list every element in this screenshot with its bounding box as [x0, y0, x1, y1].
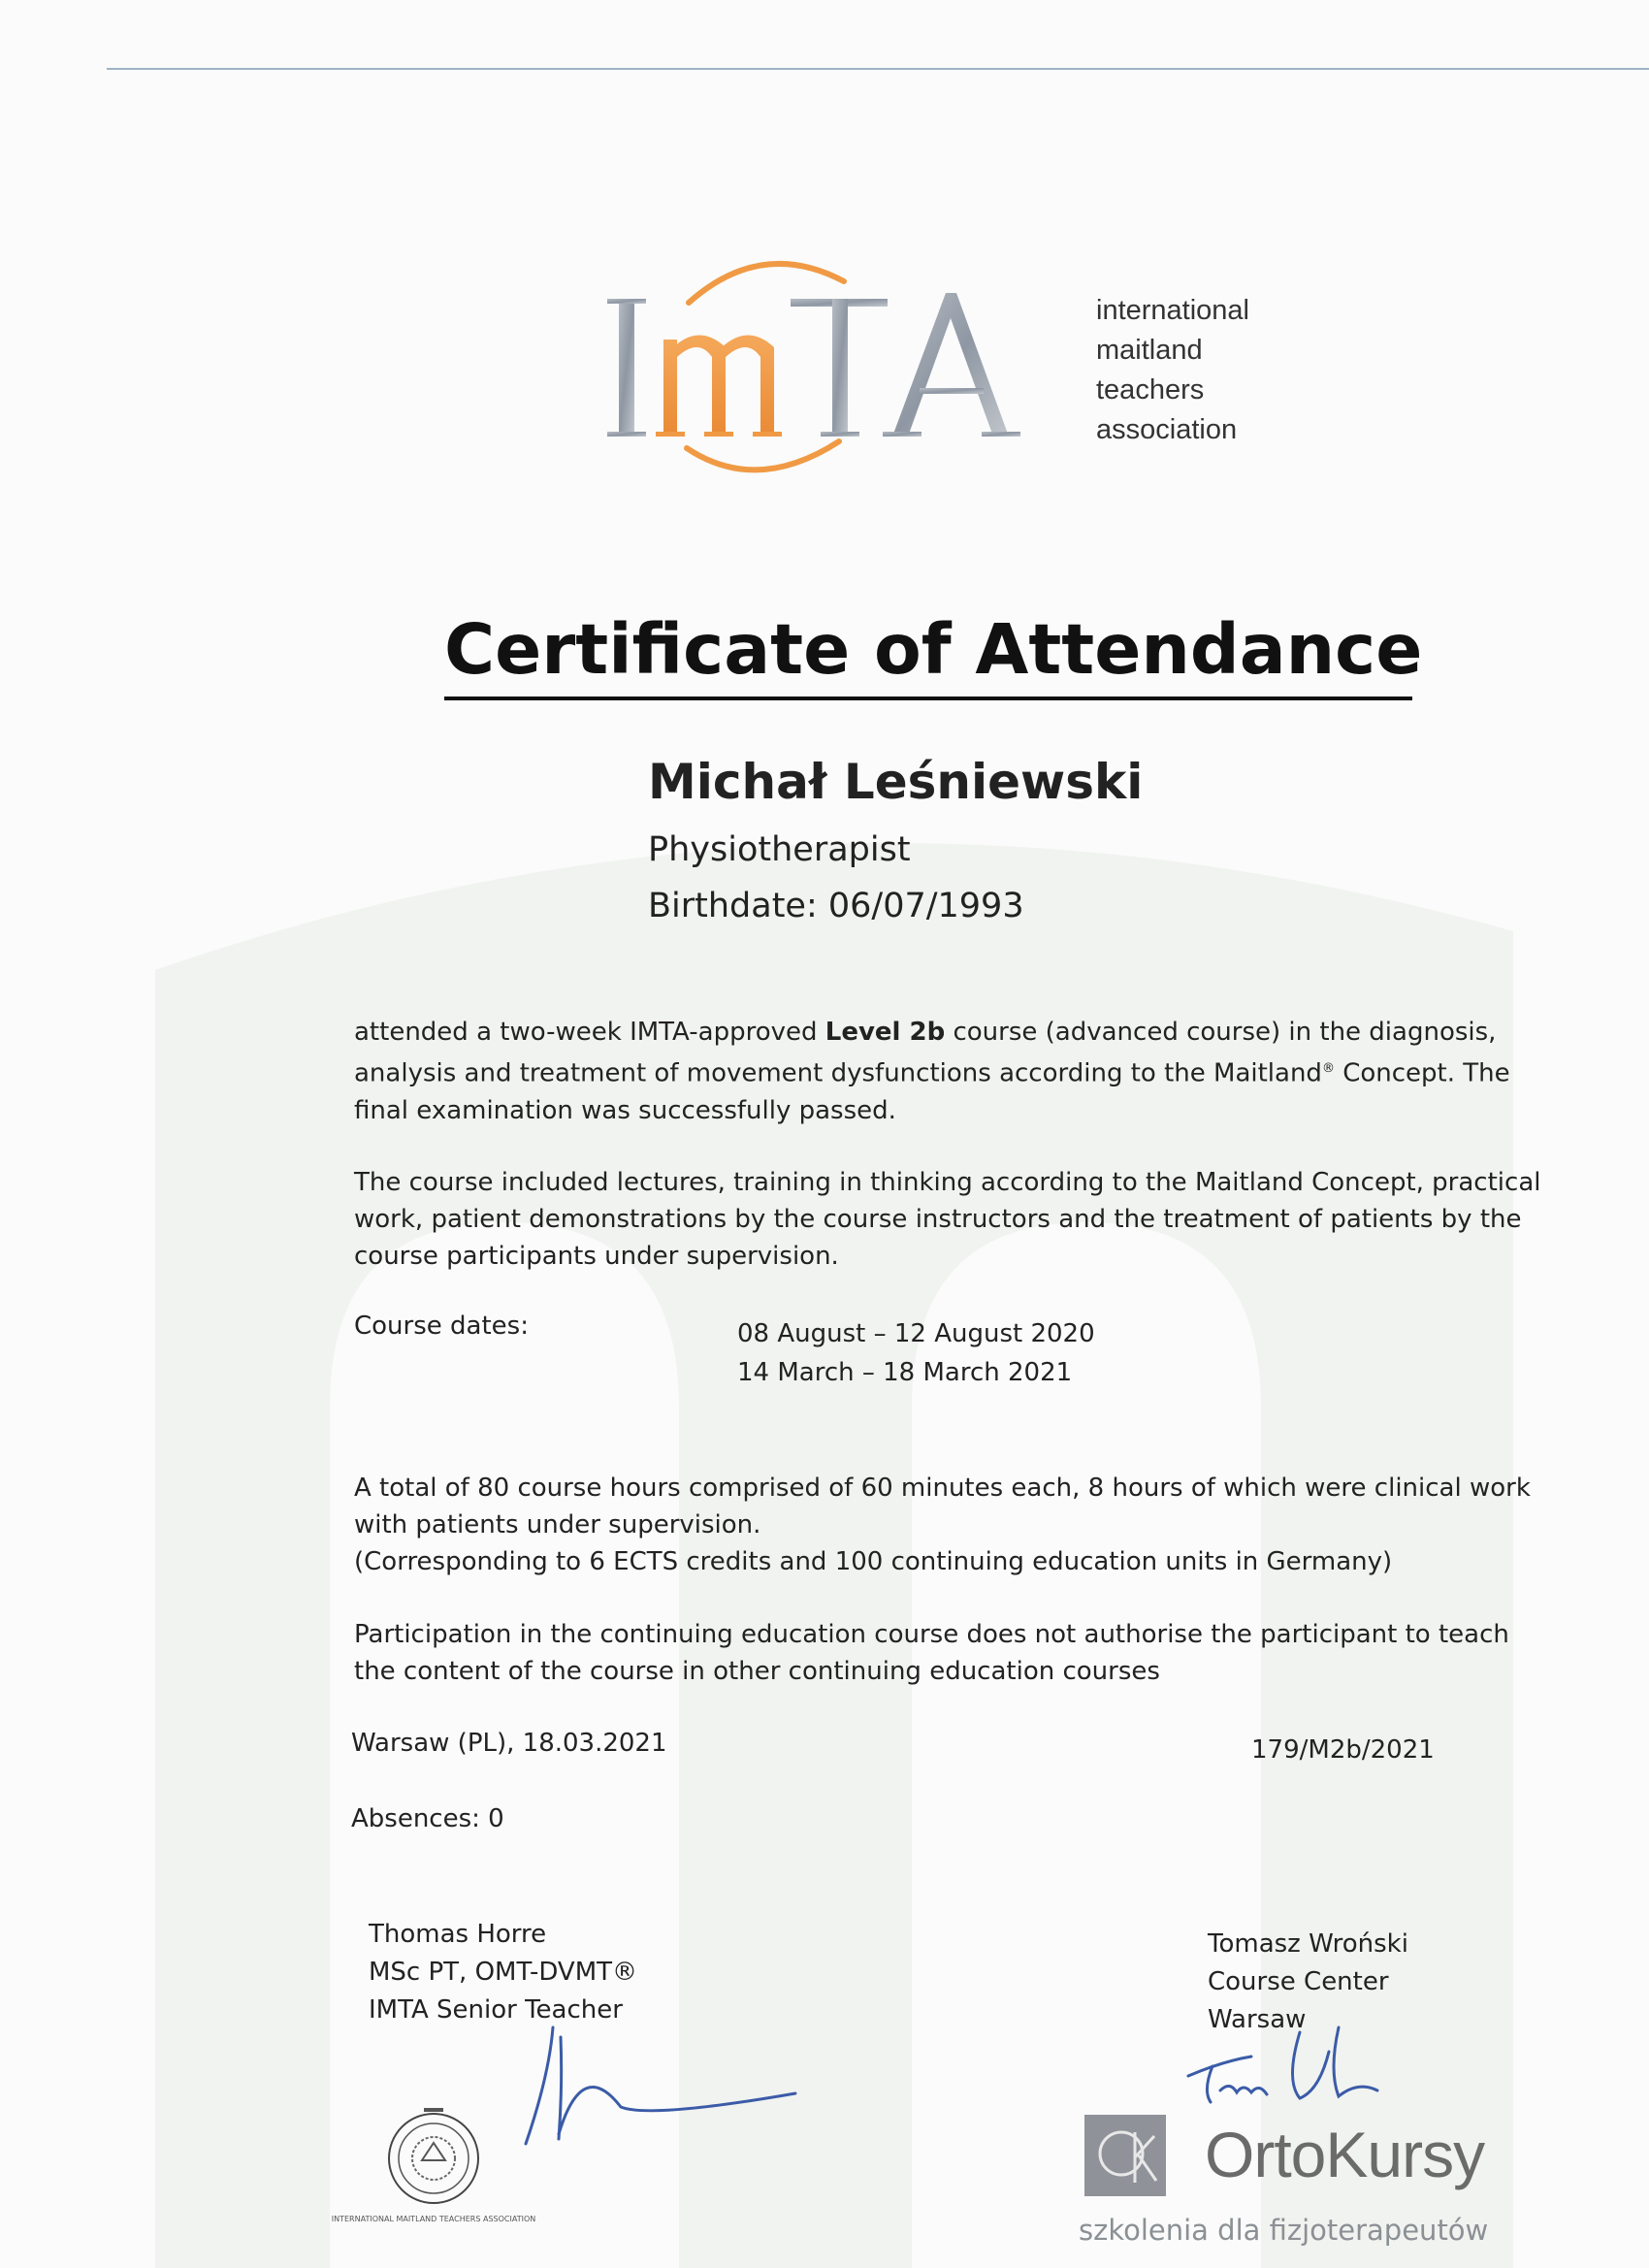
imta-seal: [331, 2100, 536, 2241]
imta-logo: [601, 243, 1086, 495]
signatory-name: Thomas Horre: [369, 1920, 547, 1949]
paragraph-text: The course included lectures, training in thinking according to the Maitland Concept, practical work, patient demonstrations by the course instructors and the treatment of patients by the course participants under supervision.: [354, 1168, 1541, 1271]
certificate-title: Certificate of Attendance: [444, 609, 1423, 690]
seal-text: INTERNATIONAL MAITLAND TEACHERS ASSOCIATION: [331, 2215, 536, 2223]
ortokursy-name: OrtoKursy: [1205, 2119, 1485, 2190]
ortokursy-logo-mark: [1084, 2115, 1166, 2196]
signatory-left: [369, 1916, 637, 2029]
absences: Absences: 0: [351, 1804, 504, 1833]
signature-right: [1183, 2023, 1397, 2129]
course-dates: [737, 1314, 1095, 1392]
signatory-credentials: MSc PT, OMT-DVMT®: [369, 1958, 638, 1987]
logo-line: international: [1096, 295, 1249, 326]
imta-logo-text: [1096, 291, 1249, 450]
title-underline: [444, 697, 1412, 700]
recipient-birthdate: Birthdate: 06/07/1993: [648, 887, 1024, 925]
logo-line: teachers: [1096, 374, 1205, 405]
signatory-role: IMTA Senior Teacher: [369, 1995, 623, 2025]
certificate-reference-number: 179/M2b/2021: [1251, 1735, 1435, 1765]
paragraph-text: Concept. The final examination was successfully passed.: [354, 1058, 1510, 1125]
signatory-name: Tomasz Wroński: [1208, 1929, 1408, 1959]
signatory-organization: Course Center: [1208, 1967, 1389, 1996]
logo-line: maitland: [1096, 335, 1203, 366]
place-and-date: Warsaw (PL), 18.03.2021: [351, 1729, 667, 1758]
signature-left: [514, 2018, 824, 2154]
teaching-disclaimer-paragraph: [354, 1616, 1547, 1690]
paragraph-text: course (advanced course) in the diagnosis, analysis and treatment of movement dysfunctions according to the Maitland: [354, 1018, 1497, 1088]
paragraph-text: Participation in the continuing education course does not authorise the participant to teach the content of the course in other continuing education courses: [354, 1620, 1509, 1686]
paragraph-text: (Corresponding to 6 ECTS credits and 100 continuing education units in Germany): [354, 1547, 1393, 1576]
signatory-city: Warsaw: [1208, 2005, 1307, 2034]
course-hours-paragraph: [354, 1470, 1547, 1580]
registered-mark: ®: [1321, 1061, 1335, 1076]
logo-line: association: [1096, 414, 1238, 445]
ortokursy-tagline: szkolenia dla fizjoterapeutów: [1079, 2214, 1489, 2247]
course-content-paragraph: [354, 1164, 1547, 1275]
course-level: Level 2b: [824, 1018, 946, 1047]
course-dates-label: Course dates:: [354, 1312, 529, 1341]
recipient-profession: Physiotherapist: [648, 830, 911, 869]
recipient-name: Michał Leśniewski: [648, 754, 1144, 810]
attendance-paragraph: [354, 1014, 1547, 1129]
paragraph-text: A total of 80 course hours comprised of 60 minutes each, 8 hours of which were clinical work with patients under supervision.: [354, 1474, 1531, 1539]
paragraph-text: attended a two-week IMTA-approved: [354, 1018, 825, 1047]
date-range: 14 March – 18 March 2021: [737, 1358, 1073, 1387]
date-range: 08 August – 12 August 2020: [737, 1319, 1095, 1348]
